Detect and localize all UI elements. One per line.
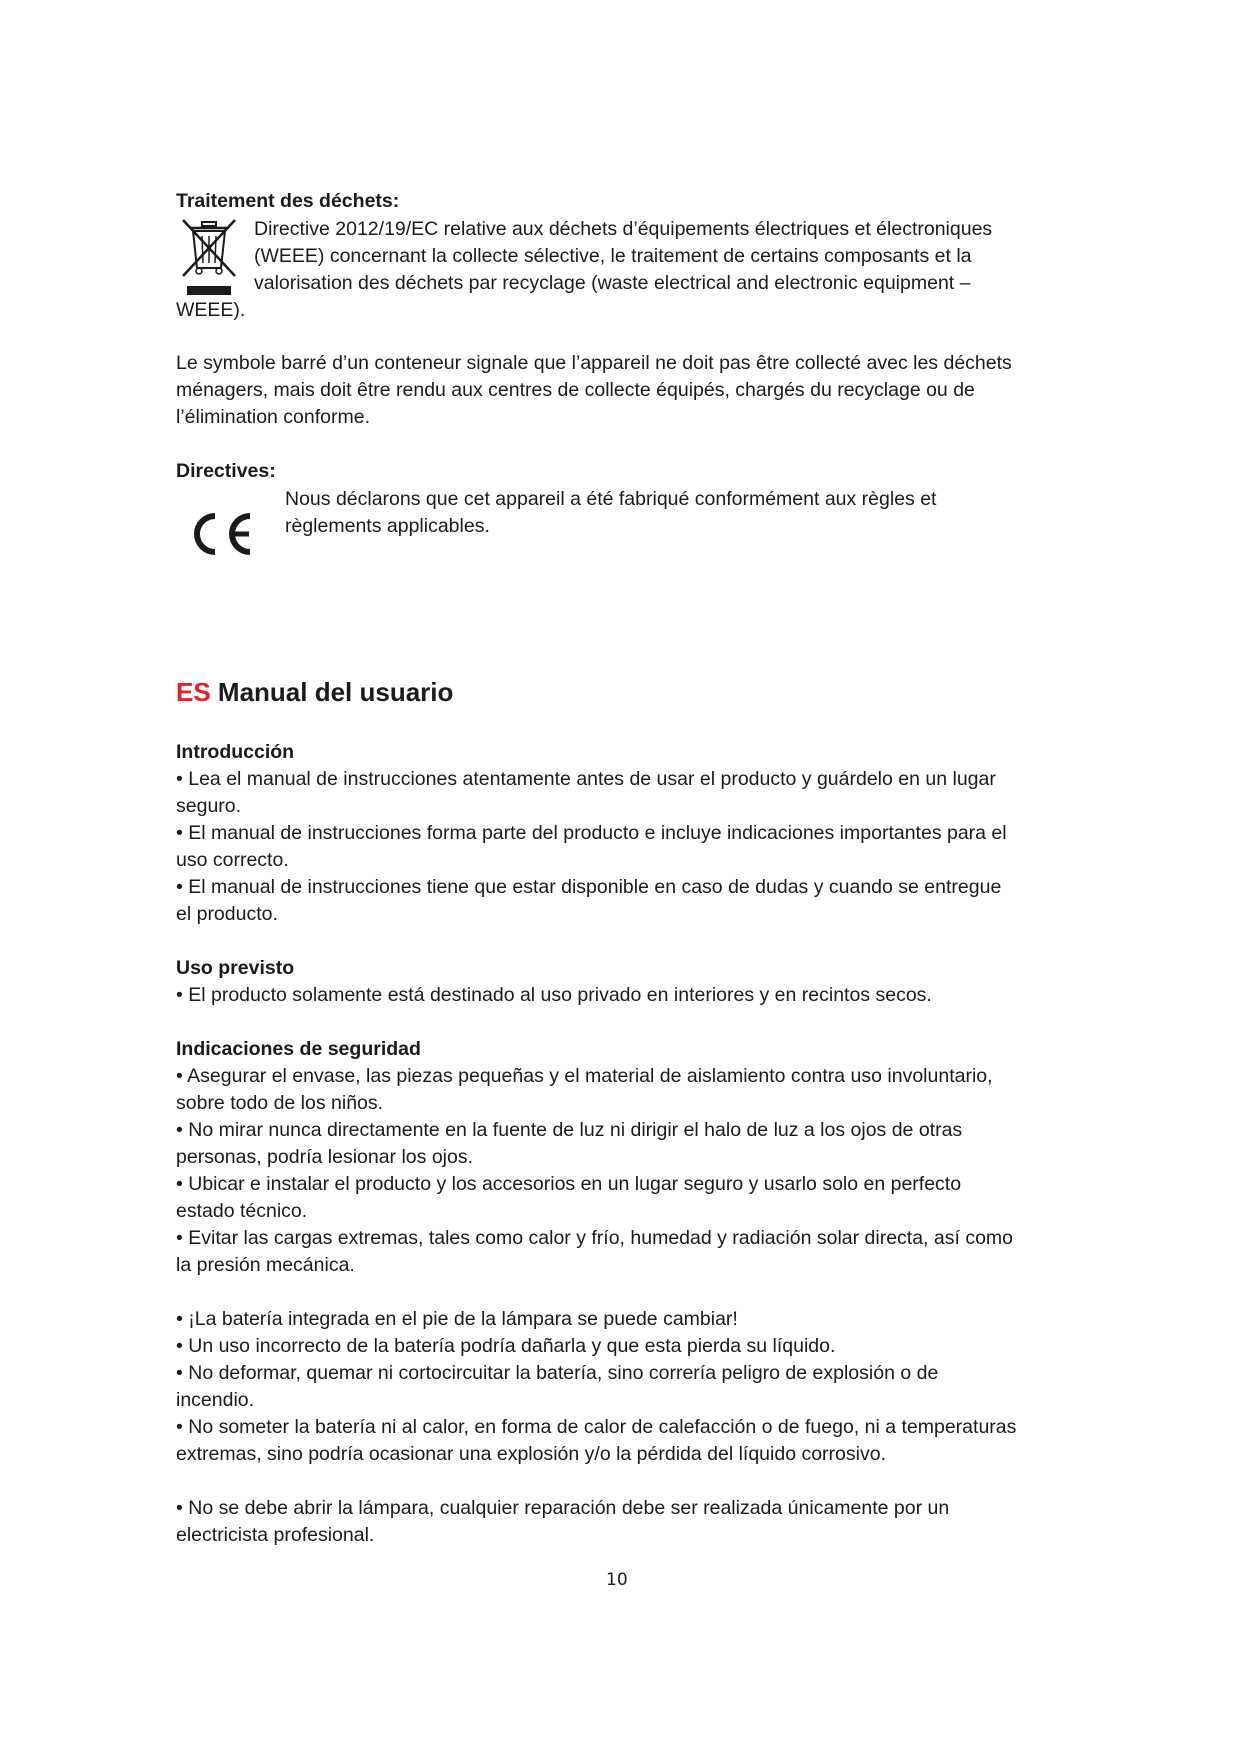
intro-heading: Introducción (176, 741, 295, 763)
directives-line-1: Nous déclarons que cet appareil a été fabriqué conformément aux règles et (285, 488, 937, 510)
intro-line-3: • El manual de instrucciones forma parte del producto e incluye indicaciones importantes para el (176, 822, 1007, 844)
safety-line-6: estado técnico. (176, 1200, 308, 1222)
battery-line-4: incendio. (176, 1389, 255, 1411)
language-code: ES (176, 677, 211, 707)
battery-line-1: • ¡La batería integrada en el pie de la lámpara se puede cambiar! (176, 1308, 738, 1330)
repair-line-2: electricista profesional. (176, 1524, 375, 1546)
symbol-para-line-3: l’élimination conforme. (176, 406, 371, 428)
safety-line-8: la presión mecánica. (176, 1254, 355, 1276)
intro-line-1: • Lea el manual de instrucciones atentamente antes de usar el producto y guárdelo en un lugar (176, 768, 996, 790)
safety-heading: Indicaciones de seguridad (176, 1038, 421, 1060)
manual-title-text: Manual del usuario (217, 677, 454, 707)
intro-line-4: uso correcto. (176, 849, 289, 871)
safety-line-1: • Asegurar el envase, las piezas pequeñas y el material de aislamiento contra uso involuntario, (176, 1065, 993, 1087)
safety-line-7: • Evitar las cargas extremas, tales como calor y frío, humedad y radiación solar directa, así como (176, 1227, 1014, 1249)
intro-line-6: el producto. (176, 903, 278, 925)
symbol-para-line-2: ménagers, mais doit être rendu aux centres de collecte équipés, chargés du recyclage ou de (176, 379, 975, 401)
manual-title (176, 676, 453, 708)
battery-line-6: extremas, sino podría ocasionar una explosión y/o la pérdida del líquido corrosivo. (176, 1443, 886, 1465)
ce-mark-icon (186, 508, 256, 560)
intro-line-2: seguro. (176, 795, 242, 817)
safety-line-2: sobre todo de los niños. (176, 1092, 384, 1114)
page-number: 10 (606, 1570, 628, 1590)
safety-line-4: personas, podría lesionar los ojos. (176, 1146, 474, 1168)
symbol-para-line-1: Le symbole barré d’un conteneur signale que l’appareil ne doit pas être collecté avec les déchets (176, 352, 1012, 374)
safety-line-3: • No mirar nunca directamente en la fuente de luz ni dirigir el halo de luz a los ojos de otras (176, 1119, 963, 1141)
weee-line-3: valorisation des déchets par recyclage (waste electrical and electronic equipment – (254, 272, 971, 294)
weee-line-2: (WEEE) concernant la collecte sélective, le traitement de certains composants et la (254, 245, 972, 267)
intro-line-5: • El manual de instrucciones tiene que estar disponible en caso de dudas y cuando se entregue (176, 876, 1002, 898)
directives-heading: Directives: (176, 460, 276, 482)
directives-line-2: règlements applicables. (285, 515, 490, 537)
weee-crossed-bin-icon (178, 216, 240, 298)
waste-heading: Traitement des déchets: (176, 190, 400, 212)
battery-line-5: • No someter la batería ni al calor, en forma de calor de calefacción o de fuego, ni a temperaturas (176, 1416, 1017, 1438)
safety-line-5: • Ubicar e instalar el producto y los accesorios en un lugar seguro y usarlo solo en perfecto (176, 1173, 962, 1195)
battery-line-2: • Un uso incorrecto de la batería podría dañarla y que esta pierda su líquido. (176, 1335, 836, 1357)
battery-line-3: • No deformar, quemar ni cortocircuitar la batería, sino correría peligro de explosión o de (176, 1362, 939, 1384)
weee-line-1: Directive 2012/19/EC relative aux déchets d’équipements électriques et électroniques (254, 218, 993, 240)
use-heading: Uso previsto (176, 957, 295, 979)
weee-line-4: WEEE). (176, 299, 246, 321)
repair-line-1: • No se debe abrir la lámpara, cualquier reparación debe ser realizada únicamente por un (176, 1497, 950, 1519)
use-line-1: • El producto solamente está destinado al uso privado en interiores y en recintos secos. (176, 984, 932, 1006)
